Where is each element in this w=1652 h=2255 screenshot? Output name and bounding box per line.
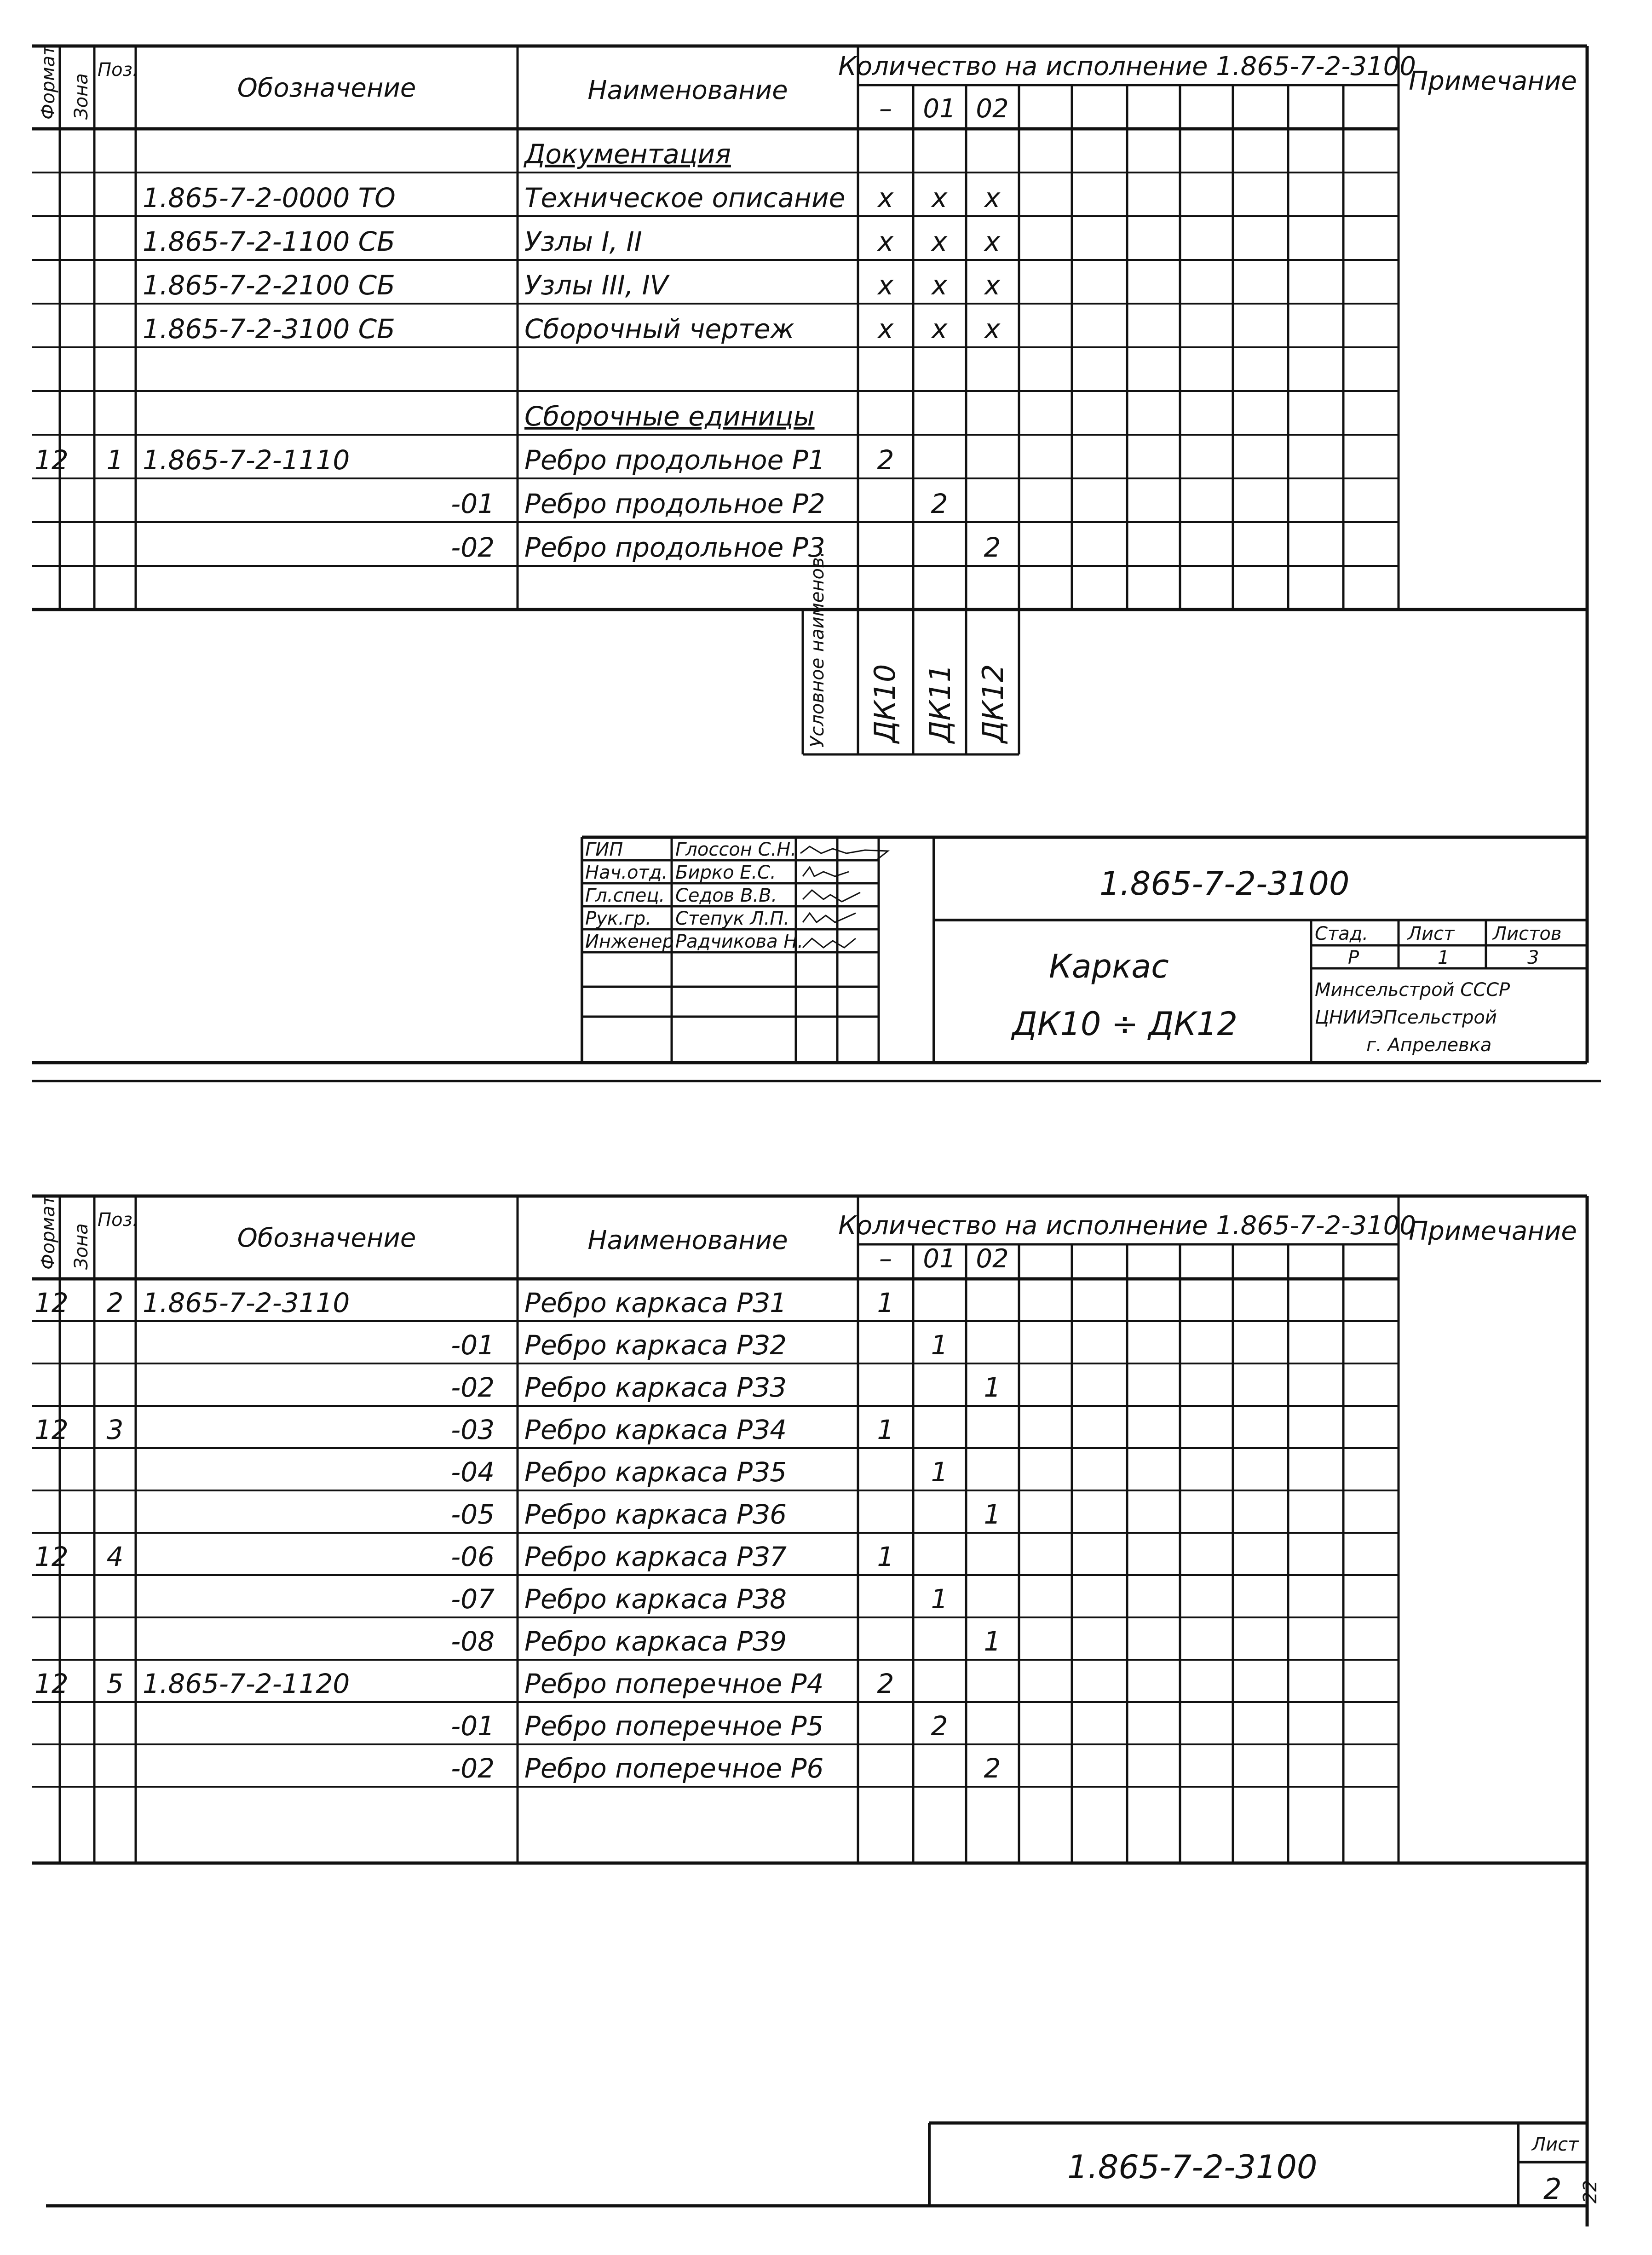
sheet2-row-designation: 1.865-7-2-1120	[143, 1668, 350, 1699]
sheet1-row-name: Ребро продольное Р3	[524, 532, 825, 563]
sig-name-4: Радчикова Н.	[675, 931, 804, 952]
sheet1-row-qty-2: 2	[984, 532, 1001, 563]
sheet1-row-format: 12	[35, 444, 69, 476]
sheet1-row-designation: -01	[451, 488, 495, 519]
sheet1-header-qty-col-0: –	[879, 94, 892, 124]
sheet1-row-qty-1: x	[931, 270, 948, 301]
doc-number: 1.865-7-2-3100	[1099, 865, 1350, 903]
sheet1-header-note: Примечание	[1409, 66, 1577, 96]
sheet1-row-qty-2: x	[984, 313, 1001, 345]
sheet2-header-qty-col-0: –	[879, 1244, 892, 1274]
sheet2-row-name: Ребро каркаса РЗ2	[524, 1329, 787, 1361]
sheet1-row-qty-0: x	[877, 182, 894, 213]
sheet2-row-qty-1: 1	[931, 1329, 948, 1361]
sheet-label: Лист	[1408, 923, 1455, 944]
sig-name-1: Бирко Е.С.	[675, 862, 776, 883]
sheet1-row-designation: 1.865-7-2-3100 СБ	[143, 313, 395, 345]
sheet1-row-qty-0: x	[877, 270, 894, 301]
sheet1-row-name: Техническое описание	[524, 182, 846, 213]
conditional-name-dk10: ДК10	[868, 664, 902, 743]
sheet1-row-designation: 1.865-7-2-1110	[143, 444, 350, 476]
sheet2-row-designation: -04	[451, 1456, 495, 1488]
sheet2-row-name: Ребро каркаса РЗ7	[524, 1541, 787, 1572]
margin-mark: 22	[1580, 2180, 1601, 2203]
product-range: ДК10 ÷ ДК12	[1012, 1005, 1238, 1043]
stage-label: Стад.	[1315, 923, 1369, 944]
sheet2-row-designation: -02	[451, 1372, 495, 1403]
sheet2-header-zone: Зона	[71, 1223, 92, 1270]
sheet2-row-format: 12	[35, 1541, 69, 1572]
sheet2-row-designation: -08	[451, 1626, 495, 1657]
footer-sheet-label: Лист	[1532, 2134, 1579, 2155]
sheet1-row-qty-1: x	[931, 226, 948, 257]
sig-name-0: Глоссон С.Н.	[675, 839, 797, 860]
sheet1-header-designation: Обозначение	[237, 73, 416, 103]
sheet2-row-name: Ребро каркаса РЗ5	[524, 1456, 787, 1488]
sheet2-row-format: 12	[35, 1668, 69, 1699]
sheet2-row-designation: -07	[451, 1583, 495, 1615]
conditional-name-dk11: ДК11	[923, 664, 957, 743]
sheet1-header-qty-col-1: 01	[923, 94, 956, 124]
sig-name-2: Седов В.В.	[675, 885, 777, 906]
sheet2-row-designation: -02	[451, 1753, 495, 1784]
sheet1-row-name: Документация	[524, 138, 731, 170]
sig-name-3: Степук Л.П.	[675, 908, 790, 929]
sheet2-row-qty-2: 1	[984, 1372, 1001, 1403]
sheet-value: 1	[1438, 947, 1450, 968]
product-name: Каркас	[1049, 948, 1169, 985]
sheet2-row-qty-1: 1	[931, 1456, 948, 1488]
sheet2-row-qty-2: 1	[984, 1626, 1001, 1657]
sheet2-row-name: Ребро поперечное Р4	[524, 1668, 824, 1699]
sheet1-row-designation: -02	[451, 532, 495, 563]
sheet1-header-qty-title: Количество на исполнение 1.865-7-2-3100	[838, 52, 1416, 81]
org-line-3: г. Апрелевка	[1366, 1035, 1492, 1056]
sheet2-row-designation: -06	[451, 1541, 495, 1572]
sheet2-row-qty-0: 1	[877, 1414, 894, 1445]
sheet2-row-name: Ребро каркаса РЗ1	[524, 1287, 787, 1318]
sheet2-row-pos: 5	[106, 1668, 124, 1699]
sheet2-row-qty-2: 2	[984, 1753, 1001, 1784]
sheet2-footer	[46, 2123, 1587, 2206]
sheet2-row-name: Ребро каркаса РЗ3	[524, 1372, 787, 1403]
sheet2-header-pos: Поз.	[98, 1209, 138, 1231]
sheet1-row-qty-0: x	[877, 313, 894, 345]
sheet2-header-designation: Обозначение	[237, 1223, 416, 1253]
sheet1-row-designation: 1.865-7-2-0000 ТО	[143, 182, 396, 213]
sheet2-row-designation: -05	[451, 1499, 495, 1530]
sheet2-row-name: Ребро каркаса РЗ4	[524, 1414, 787, 1445]
sheet1-row-qty-2: x	[984, 182, 1001, 213]
sheets-label: Листов	[1493, 923, 1562, 944]
sheet1-row-name: Ребро продольное Р1	[524, 444, 825, 476]
sheet2-row-name: Ребро поперечное Р5	[524, 1710, 824, 1742]
sheet2-row-pos: 3	[106, 1414, 124, 1445]
sheet2-row-name: Ребро каркаса РЗ6	[524, 1499, 787, 1530]
org-line-2: ЦНИИЭПсельстрой	[1315, 1007, 1497, 1028]
sig-role-2: Гл.спец.	[585, 885, 665, 906]
sheet1-row-name: Сборочные единицы	[524, 401, 815, 432]
footer-doc-number: 1.865-7-2-3100	[1067, 2148, 1318, 2186]
sheet1-header-zone: Зона	[71, 73, 92, 120]
signature-scribbles	[800, 846, 888, 948]
sheet1-row-name: Узлы III, IV	[524, 270, 668, 301]
sheet2-row-designation: -01	[451, 1710, 495, 1742]
org-line-1: Минсельстрой СССР	[1315, 979, 1510, 1001]
conditional-name-dk12: ДК12	[976, 664, 1010, 743]
sheet2-row-designation: -03	[451, 1414, 495, 1445]
sheet2-row-qty-1: 1	[931, 1583, 948, 1615]
sheet1-header-name: Наименование	[587, 75, 788, 105]
sheet2-row-name: Ребро поперечное Р6	[524, 1753, 824, 1784]
sheet1-row-qty-0: 2	[877, 444, 894, 476]
sheet1-row-pos: 1	[106, 444, 124, 476]
sheet1-row-designation: 1.865-7-2-1100 СБ	[143, 226, 395, 257]
sheet2-row-qty-0: 1	[877, 1541, 894, 1572]
sheet1-row-qty-1: x	[931, 313, 948, 345]
sheet1-header-qty-col-2: 02	[976, 94, 1009, 124]
sheet2-header-qty-col-1: 01	[923, 1244, 956, 1274]
sheet2-row-qty-1: 2	[931, 1710, 948, 1742]
sheet1-header-pos: Поз.	[98, 59, 138, 81]
sheet2-row-name: Ребро каркаса РЗ9	[524, 1626, 787, 1657]
sheet2-header-qty-col-2: 02	[976, 1244, 1009, 1274]
sheet1-row-qty-2: x	[984, 270, 1001, 301]
footer-sheet-value: 2	[1543, 2172, 1562, 2206]
sheet2-row-designation: -01	[451, 1329, 495, 1361]
sheet1-row-qty-2: x	[984, 226, 1001, 257]
sheet2-row-name: Ребро каркаса РЗ8	[524, 1583, 787, 1615]
sheet2-row-pos: 2	[106, 1287, 124, 1318]
sheet2-header-format: Формат	[38, 1195, 59, 1270]
sheet1-row-name: Ребро продольное Р2	[524, 488, 825, 519]
sig-role-3: Рук.гр.	[585, 908, 651, 929]
sheet2-header-qty-title: Количество на исполнение 1.865-7-2-3100	[838, 1211, 1416, 1241]
sheet1-row-designation: 1.865-7-2-2100 СБ	[143, 270, 395, 301]
sig-role-4: Инженер	[585, 931, 674, 952]
sheet1-row-qty-1: x	[931, 182, 948, 213]
sheet2-row-qty-0: 1	[877, 1287, 894, 1318]
sheet2-row-qty-2: 1	[984, 1499, 1001, 1530]
conditional-label: Условное наименов.	[807, 551, 828, 748]
sheet1-header-format: Формат	[38, 45, 59, 120]
stage-value: Р	[1348, 947, 1359, 968]
sheet2-row-format: 12	[35, 1287, 69, 1318]
sheet2-header-note: Примечание	[1409, 1216, 1577, 1246]
sig-role-1: Нач.отд.	[585, 862, 668, 883]
sheet2-row-qty-0: 2	[877, 1668, 894, 1699]
sig-role-0: ГИП	[585, 839, 623, 860]
sheet1-row-qty-1: 2	[931, 488, 948, 519]
sheet2-row-pos: 4	[106, 1541, 124, 1572]
sheet2-row-designation: 1.865-7-2-3110	[143, 1287, 350, 1318]
sheets-value: 3	[1527, 947, 1539, 968]
sheet2-row-format: 12	[35, 1414, 69, 1445]
sheet1-row-name: Сборочный чертеж	[524, 313, 794, 345]
sheet1-row-qty-0: x	[877, 226, 894, 257]
sheet2-header-name: Наименование	[587, 1225, 788, 1255]
sheet1-row-name: Узлы I, II	[524, 226, 642, 257]
